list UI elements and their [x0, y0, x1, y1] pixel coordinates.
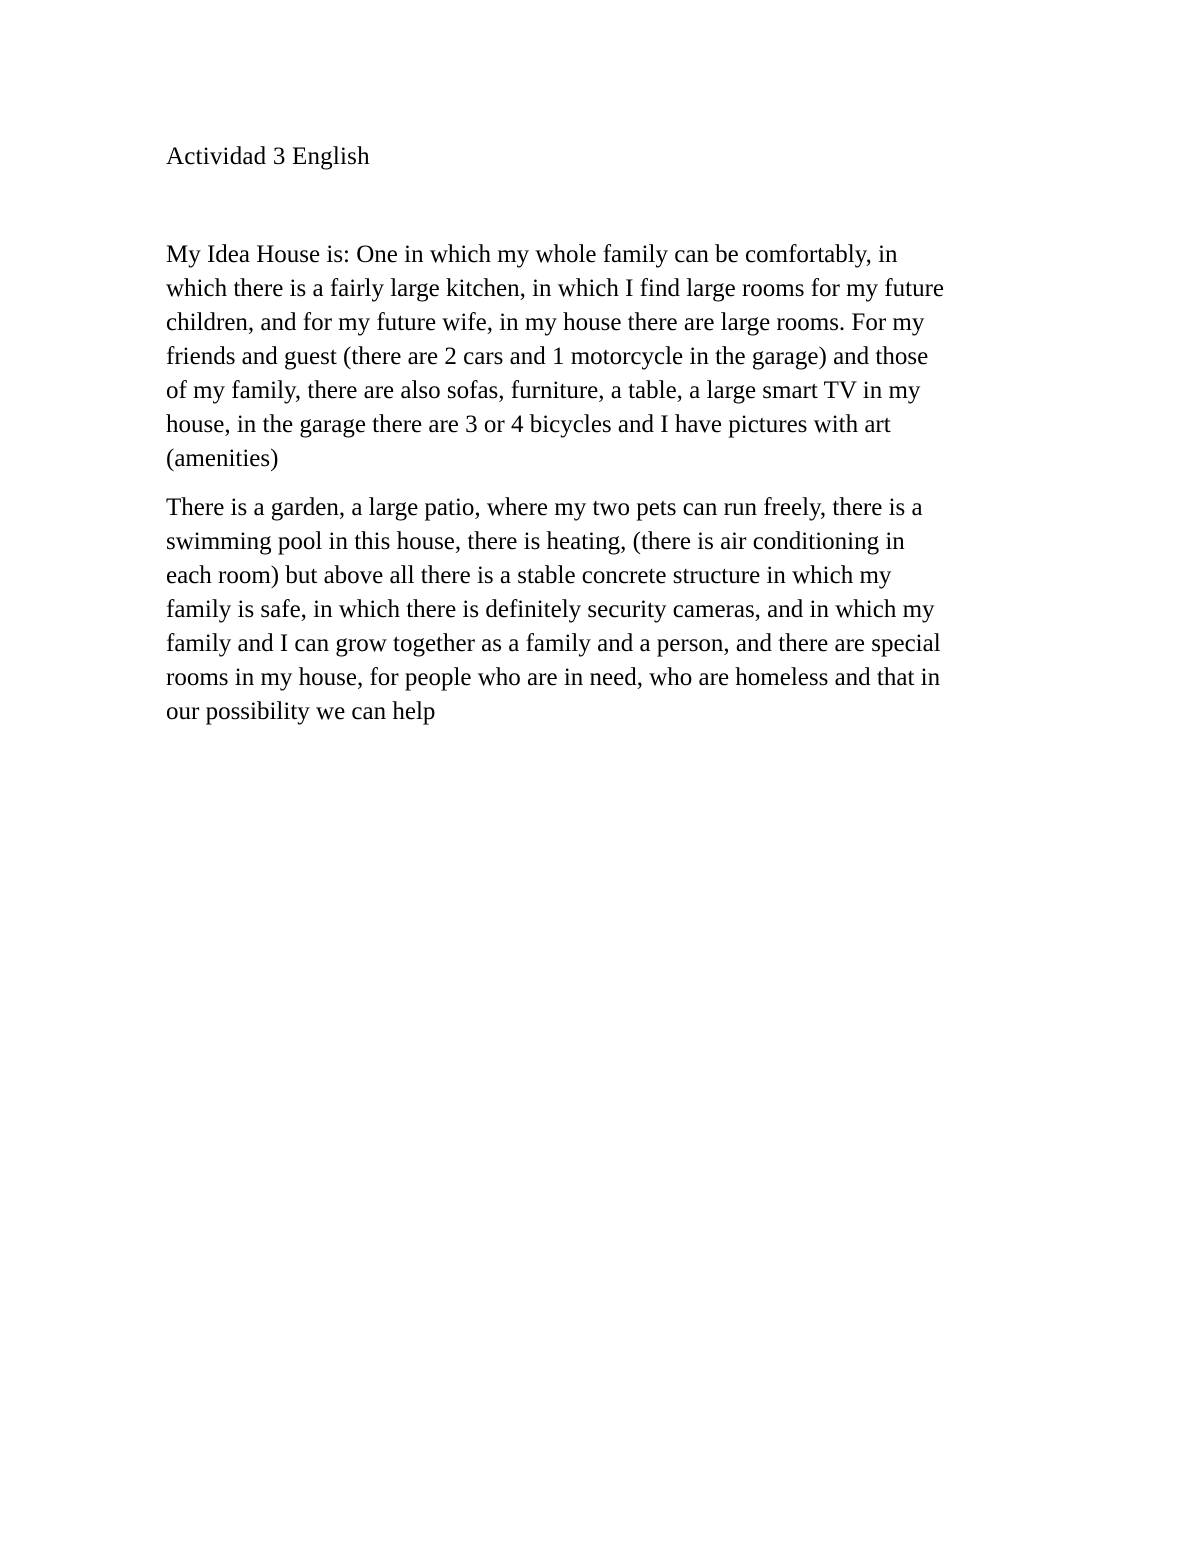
text-line: swimming pool in this house, there is heating, (there is air conditioning in	[166, 528, 905, 555]
text-line: There is a garden, a large patio, where my two pets can run freely, there is a	[166, 494, 923, 521]
text-line: My Idea House is: One in which my whole family can be comfortably, in	[166, 241, 898, 268]
text-line: which there is a fairly large kitchen, in which I find large rooms for my future	[166, 275, 945, 302]
text-line: family is safe, in which there is definitely security cameras, and in which my	[166, 596, 935, 623]
text-line: (amenities)	[166, 445, 279, 472]
text-line: house, in the garage there are 3 or 4 bicycles and I have pictures with art	[166, 411, 891, 438]
text-line: family and I can grow together as a family and a person, and there are special	[166, 630, 941, 657]
text-line: of my family, there are also sofas, furniture, a table, a large smart TV in my	[166, 377, 921, 404]
document-title: Actividad 3 English	[166, 143, 370, 170]
text-line: friends and guest (there are 2 cars and 1 motorcycle in the garage) and those	[166, 343, 929, 370]
text-line: children, and for my future wife, in my house there are large rooms. For my	[166, 309, 925, 336]
text-line: rooms in my house, for people who are in need, who are homeless and that in	[166, 664, 941, 691]
paragraph-2	[166, 491, 1038, 729]
paragraph-1	[166, 238, 1038, 476]
document-body	[166, 238, 1038, 744]
text-line: each room) but above all there is a stable concrete structure in which my	[166, 562, 892, 589]
text-line: our possibility we can help	[166, 698, 436, 725]
